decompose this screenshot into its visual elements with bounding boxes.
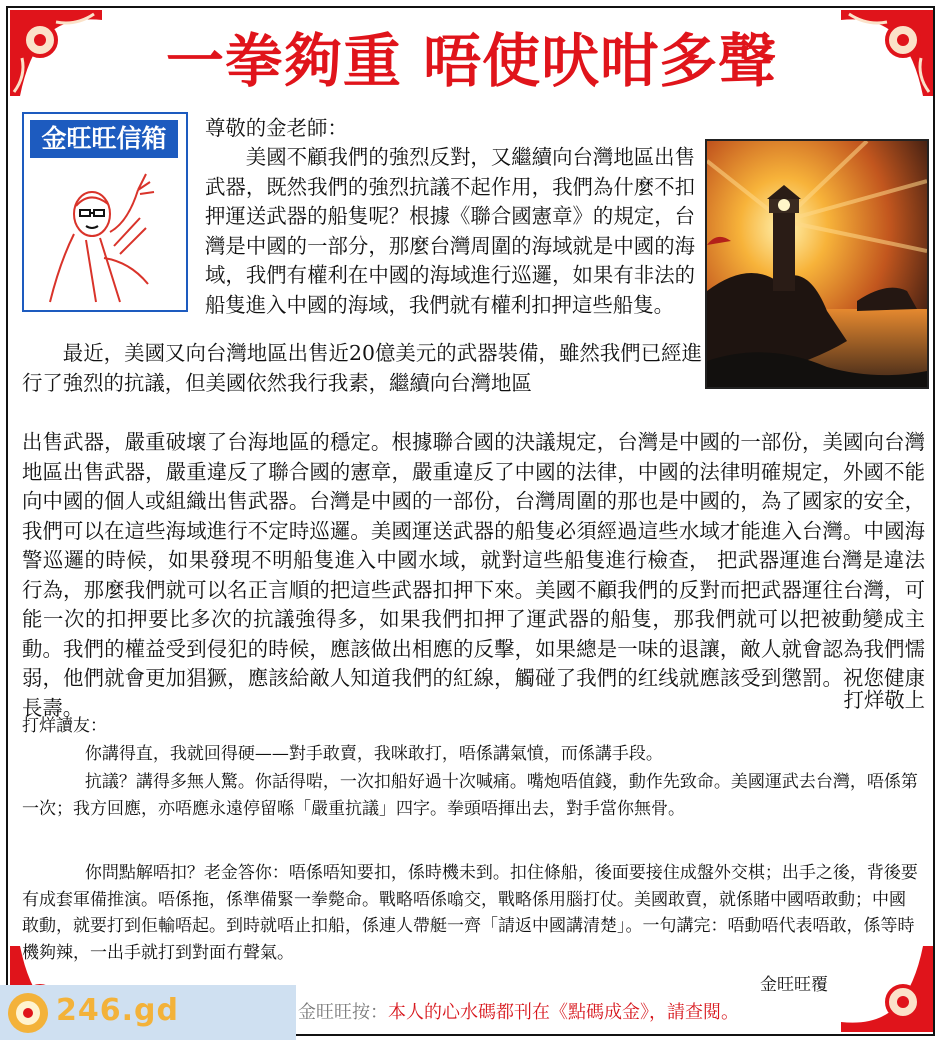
reply-paragraph: 你問點解唔扣？老金答你：唔係唔知要扣，係時機未到。扣住條船，後面要接住成盤外交棋；出手之後，背後要有成套軍備推演。唔係拖，係準備緊一拳斃命。戰略唔係噏交，戰略係用腦打仗。美國敢賣，就係賭中國唔敢動；中國敢動，就要打到佢輸唔起。到時就唔止扣船，係連人帶艇一齊「請返中國講清楚」。一句講完：唔動唔代表唔敢，係等時機夠辣，一出手就打到對面冇聲氣。 — [22, 863, 918, 963]
site-logo[interactable] — [0, 985, 296, 1040]
letter-signoff: 打烊敬上 — [843, 688, 925, 712]
site-logo-text: 246.gd — [56, 993, 179, 1028]
footer-signature: 金旺旺按： — [298, 1002, 388, 1023]
letter-paragraph: 美國不顧我們的強烈反對，又繼續向台灣地區出售武器，既然我們的強烈抗議不起作用，我們為什麼不扣押運送武器的船隻呢？根據《聯合國憲章》的規定，台灣是中國的一部分，那麼台灣周圍的海域就是中國的海域，我們有權利在中國的海域進行巡邏，如果有非法的船隻進入中國的海域，我們就有權利扣押這些船隻。 — [205, 145, 695, 317]
reply-paragraph: 抗議？講得多無人驚。你話得啱，一次扣船好過十次喊痛。嘴炮唔值錢，動作先致命。美國運武去台灣，唔係第一次；我方回應，亦唔應永遠停留喺「嚴重抗議」四字。拳頭唔揮出去，對手當你無骨。 — [22, 772, 918, 819]
footer-message: 本人的心水碼都刊在《點碼成金》，請查閱。 — [388, 1002, 739, 1023]
lighthouse-photo — [705, 139, 929, 389]
footer-notice — [298, 998, 739, 1024]
reply-paragraph: 你講得直，我就回得硬——對手敢賣，我咪敢打，唔係講氣憤，而係講手段。 — [84, 744, 663, 764]
site-logo-icon — [4, 990, 52, 1036]
page-title: 一拳夠重 唔使吠咁多聲 — [165, 27, 778, 95]
reply-salutation: 打烊讀友： — [22, 716, 107, 736]
teacher-sketch — [30, 162, 180, 304]
reply-signoff: 金旺旺覆 — [760, 975, 828, 995]
column-tag: 金旺旺信箱 — [30, 120, 178, 158]
column-badge — [22, 112, 188, 312]
letter-paragraph: 出售武器，嚴重破壞了台海地區的穩定。根據聯合國的決議規定，台灣是中國的一部份，美國向台灣地區出售武器，嚴重違反了聯合國的憲章，嚴重違反了中國的法律，中國的法律明確規定，外國不能向中國的個人或組織出售武器。台灣是中國的一部份，台灣周圍的那也是中國的，為了國家的安全，我們可以在這些海域進行不定時巡邏。美國運送武器的船隻必須經過這些水域才能進入台灣。中國海警巡邏的時候，如果發現不明船隻進入中國水域，就對這些船隻進行檢查， 把武器運進台灣是違法行為，那麼我們就可以名正言順的把這些武器扣押下來。美國不顧我們的反對而把武器運往台灣，可能一次的扣押要比多次的抗議強得多，如果我們扣押了運武器的船隻，那我們就可以把被動變成主動。我們的權益受到侵犯的時候，應該做出相應的反擊，如果總是一味的退讓，敵人就會認為我們懦弱，他們就會更加猖獗，應該給敵人知道我們的紅線，觸碰了我們的红线就應該受到懲罰。祝您健康長壽。 — [22, 430, 925, 720]
letter-paragraph: 最近，美國又向台灣地區出售近20億美元的武器裝備，雖然我們已經進行了強烈的抗議，但美國依然我行我素，繼續向台灣地區 — [22, 341, 702, 395]
letter-salutation: 尊敬的金老師： — [205, 116, 348, 140]
